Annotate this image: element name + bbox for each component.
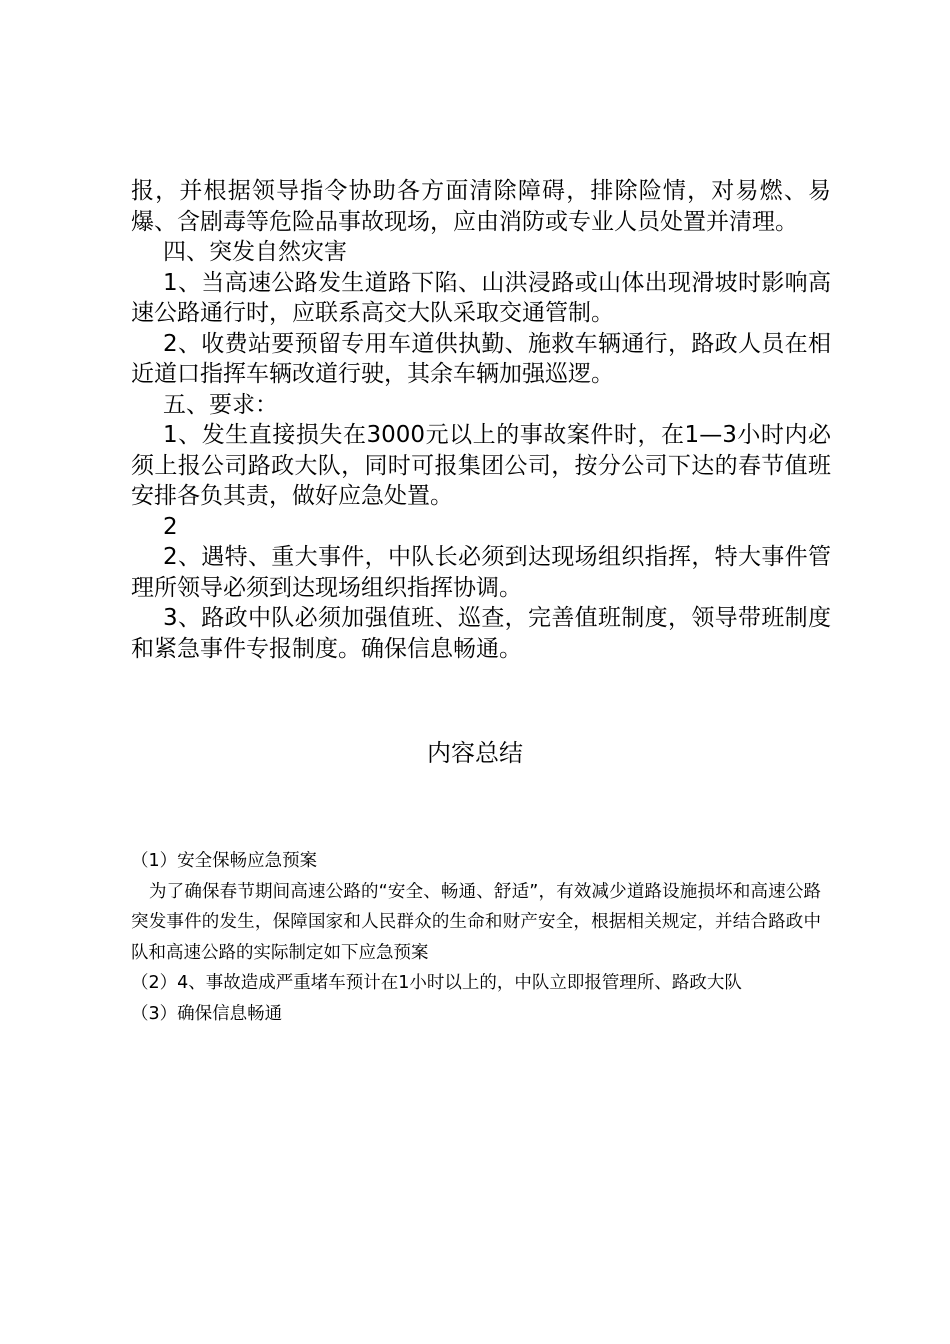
summary-item: （1）安全保畅应急预案 (131, 851, 318, 871)
document-body (131, 176, 831, 664)
body-paragraph: 1、发生直接损失在3000元以上的事故案件时，在1—3小时内必须上报公司路政大队，同时可报集团公司，按分公司下达的春节值班安排各负其责，做好应急处置。 (131, 422, 831, 509)
body-paragraph: 报，并根据领导指令协助各方面清除障碍，排除险情，对易燃、易爆、含剧毒等危险品事故现场，应由消防或专业人员处置并清理。 (131, 178, 831, 235)
body-paragraph: 3、路政中队必须加强值班、巡查，完善值班制度，领导带班制度和紧急事件专报制度。确保信息畅通。 (131, 605, 831, 662)
summary-item: 为了确保春节期间高速公路的“安全、畅通、舒适”，有效减少道路设施损坏和高速公路突发事件的发生，保障国家和人民群众的生命和财产安全，根据相关规定，并结合路政中队和高速公路的实际制定如下应急预案 (131, 881, 821, 963)
body-paragraph: 2、收费站要预留专用车道供执勤、施救车辆通行，路政人员在相近道口指挥车辆改道行驶，其余车辆加强巡逻。 (131, 330, 831, 387)
summary-section (131, 846, 821, 1029)
section-heading: 五、要求： (163, 391, 278, 418)
summary-title: 内容总结 (427, 739, 523, 767)
body-paragraph: 2、遇特、重大事件，中队长必须到达现场组织指挥，特大事件管理所领导必须到达现场组织指挥协调。 (131, 544, 831, 601)
section-heading: 四、突发自然灾害 (163, 239, 347, 265)
summary-item: （3）确保信息畅通 (131, 1003, 283, 1024)
body-paragraph: 1、当高速公路发生道路下陷、山洪浸路或山体出现滑坡时影响高速公路通行时，应联系高交大队采取交通管制。 (131, 269, 831, 326)
summary-item: （2）4、事故造成严重堵车预计在1小时以上的，中队立即报管理所、路政大队 (131, 973, 742, 993)
body-paragraph: 2 (163, 513, 178, 540)
